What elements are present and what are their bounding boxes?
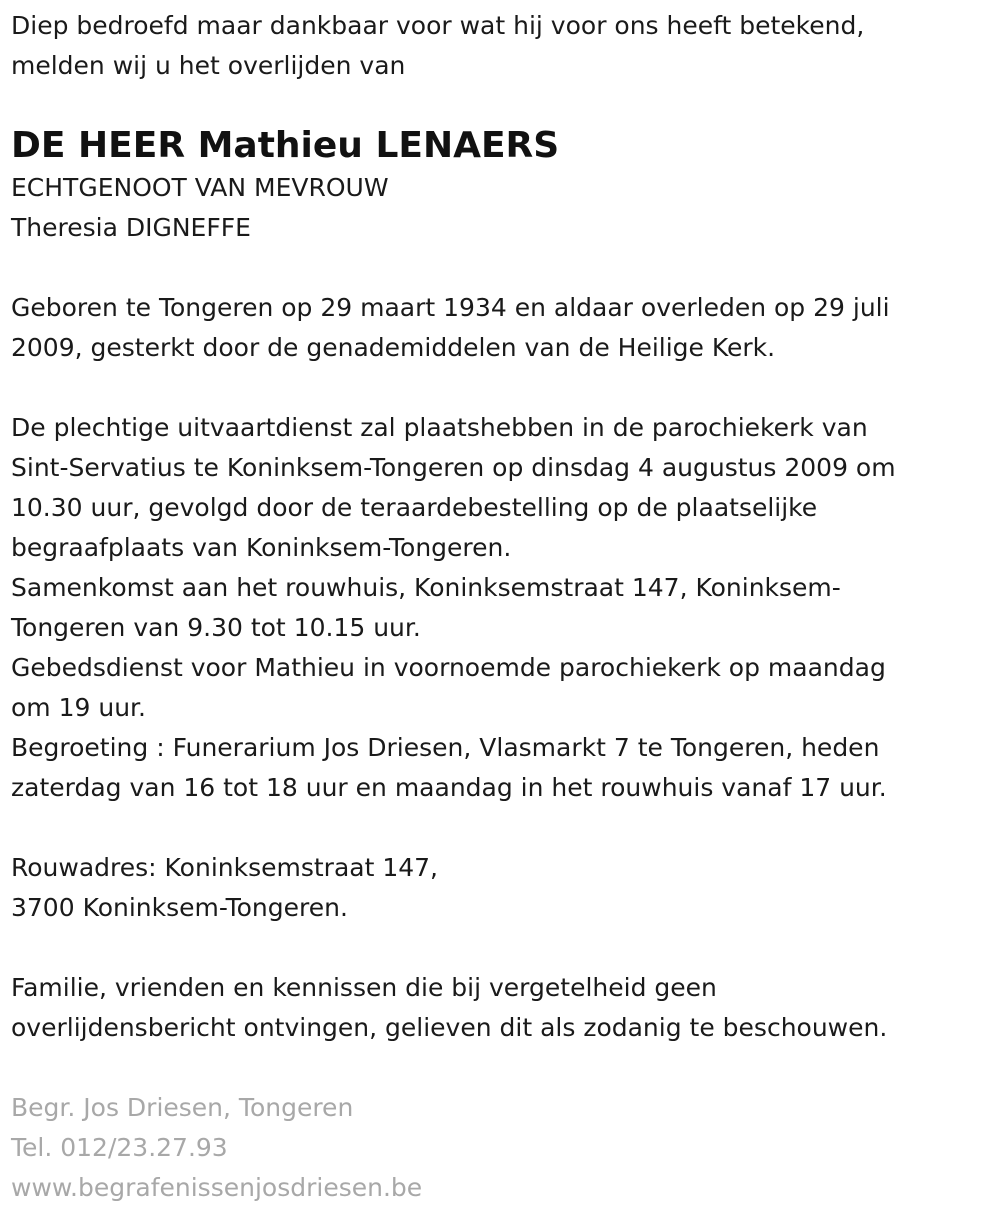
birth-death-line: 2009, gesterkt door de genademiddelen van de Heilige Kerk. [11, 333, 776, 362]
ceremony-line: Sint-Servatius te Koninksem-Tongeren op dinsdag 4 augustus 2009 om [11, 453, 896, 482]
notice-line: overlijdensbericht ontvingen, gelieven dit als zodanig te beschouwen. [11, 1013, 888, 1042]
intro-line: Diep bedroefd maar dankbaar voor wat hij voor ons heeft betekend, [11, 11, 865, 40]
ceremony-section [11, 408, 1000, 808]
prayer-service-line: Gebedsdienst voor Mathieu in voornoemde parochiekerk op maandag [11, 653, 886, 682]
notice-section [11, 968, 1000, 1048]
spacer [11, 928, 1000, 968]
gathering-line: Samenkomst aan het rouwhuis, Koninksemstraat 147, Koninksem- [11, 573, 841, 602]
ceremony-line: 10.30 uur, gevolgd door de teraardebestelling op de plaatselijke [11, 493, 818, 522]
spouse-title: ECHTGENOOT VAN MEVROUW [11, 173, 389, 202]
birth-death-section [11, 288, 1000, 368]
birth-death-line: Geboren te Tongeren op 29 maart 1934 en aldaar overleden op 29 juli [11, 293, 890, 322]
notice-line: Familie, vrienden en kennissen die bij vergetelheid geen [11, 973, 717, 1002]
ceremony-line: begraafplaats van Koninksem-Tongeren. [11, 533, 512, 562]
spacer [11, 1048, 1000, 1088]
funeral-home-phone[interactable]: Tel. 012/23.27.93 [11, 1133, 228, 1162]
visitation-line: Begroeting : Funerarium Jos Driesen, Vlasmarkt 7 te Tongeren, heden [11, 733, 880, 762]
intro-line: melden wij u het overlijden van [11, 51, 406, 80]
visitation-line: zaterdag van 16 tot 18 uur en maandag in het rouwhuis vanaf 17 uur. [11, 773, 887, 802]
funeral-home-footer [11, 1088, 1000, 1208]
spouse-name: Theresia DIGNEFFE [11, 213, 251, 242]
ceremony-line: De plechtige uitvaartdienst zal plaatshebben in de parochiekerk van [11, 413, 868, 442]
address-line: Rouwadres: Koninksemstraat 147, [11, 853, 439, 882]
gathering-line: Tongeren van 9.30 tot 10.15 uur. [11, 613, 421, 642]
spouse-section [11, 168, 1000, 248]
deceased-name: DE HEER Mathieu LENAERS [11, 125, 560, 166]
spacer [11, 368, 1000, 408]
address-section [11, 848, 1000, 928]
intro-section [11, 6, 1000, 86]
funeral-home-website[interactable]: www.begrafenissenjosdriesen.be [11, 1173, 423, 1202]
funeral-home-name: Begr. Jos Driesen, Tongeren [11, 1093, 354, 1122]
prayer-service-line: om 19 uur. [11, 693, 146, 722]
spacer [11, 248, 1000, 288]
spacer [11, 808, 1000, 848]
address-line: 3700 Koninksem-Tongeren. [11, 893, 348, 922]
